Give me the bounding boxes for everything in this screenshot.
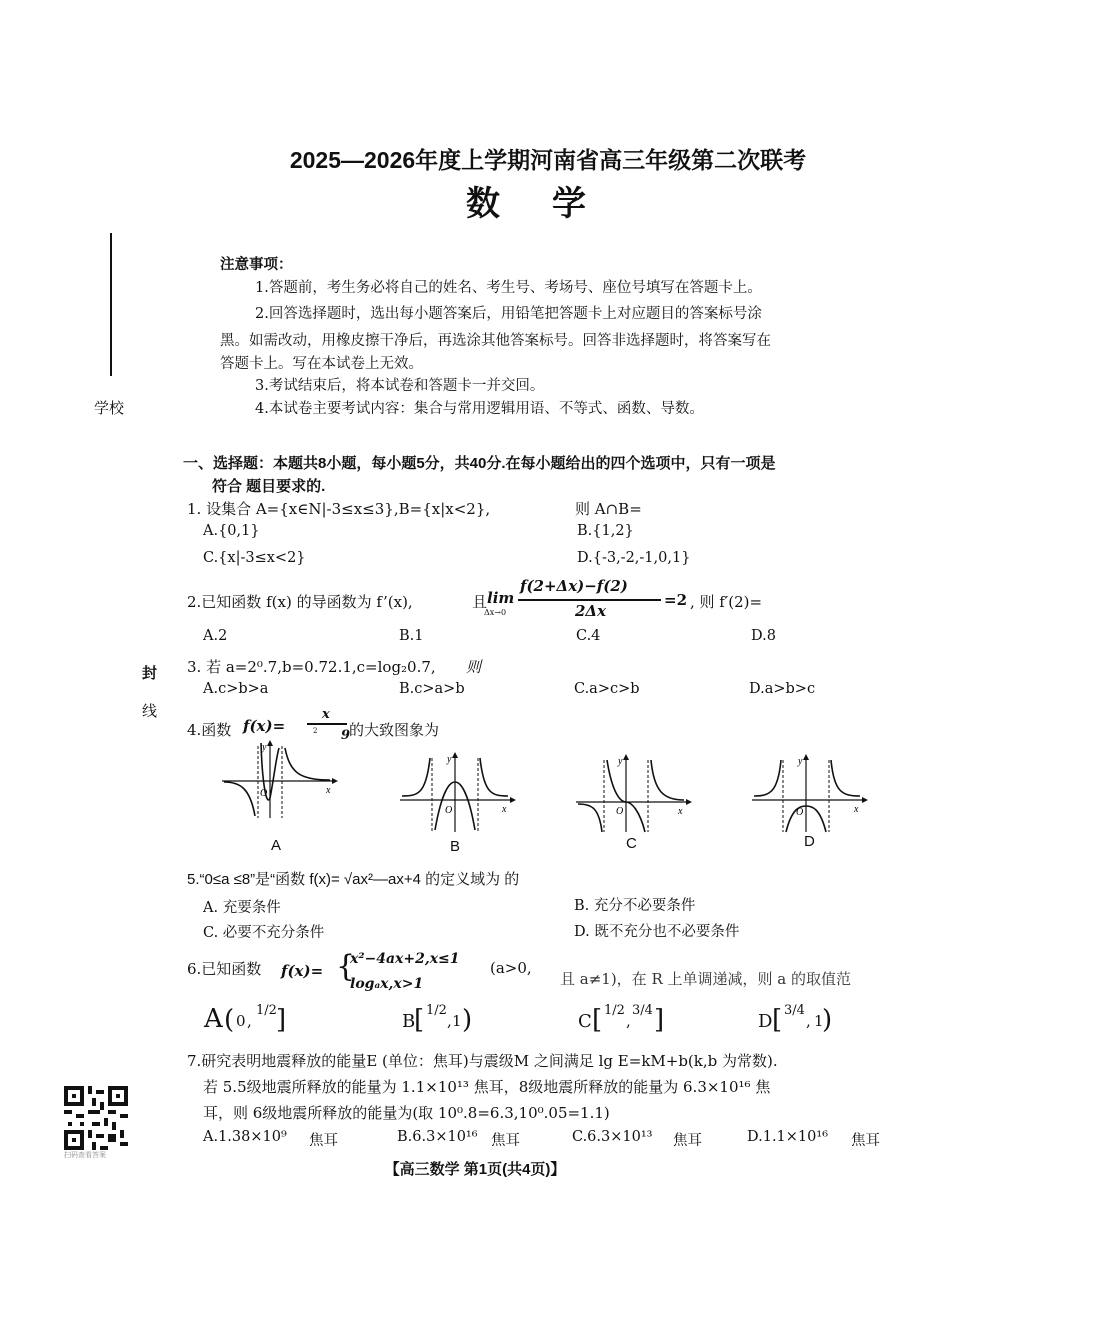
q4-graph-d-label: D (804, 833, 815, 850)
q2-option-b: B.1 (399, 628, 424, 644)
q3-stem-tail: 则 (466, 658, 482, 676)
q7-option-d: D.1.1×10¹⁶ (747, 1129, 829, 1145)
q7-option-d-unit: 焦耳 (851, 1133, 880, 1149)
q6-option-a-comma: , (247, 1012, 252, 1030)
notice-heading: 注意事项： (220, 256, 293, 273)
q6-option-b-close: ) (462, 1005, 473, 1035)
q4-func-denominator: 9 (341, 728, 351, 743)
svg-text:y: y (262, 742, 267, 753)
q4-graph-a-label: A (271, 837, 282, 854)
q6-option-c-letter: C (578, 1011, 592, 1032)
q5-option-b: B. 充分不必要条件 (574, 898, 696, 914)
svg-text:O: O (445, 805, 453, 816)
page-footer: 【高三数学 第1页(共4页)】 (384, 1161, 566, 1178)
q6-option-d-upper: 1 (814, 1012, 824, 1030)
q6-stem-tail: 且 a≠1)，在 R 上单调递减，则 a 的取值范 (560, 970, 851, 988)
q6-stem-prefix: 6.已知函数 (187, 960, 262, 978)
q6-option-d-close: ) (822, 1005, 833, 1035)
q4-func-exponent: 2 (313, 727, 318, 735)
binding-line (110, 233, 112, 376)
q4-stem-prefix: 4.函数 (187, 721, 232, 739)
svg-text:y: y (798, 756, 803, 767)
q6-option-b-comma: , (447, 1012, 452, 1030)
q3-option-a: A.c>b>a (203, 681, 269, 697)
q2-lim: lim (487, 589, 515, 607)
side-school-label: 学校 (94, 399, 125, 417)
q2-option-a: A.2 (203, 628, 228, 644)
q4-graph-a (220, 738, 340, 823)
q4-graph-b-label: B (450, 838, 461, 855)
q6-option-d-lower: 3/4 (784, 1003, 805, 1018)
q1-stem-tail: 则 A∩B= (575, 500, 642, 518)
notice-item-1: 1.答题前，考生务必将自己的姓名、考生号、考场号、座位号填写在答题卡上。 (255, 280, 762, 296)
q6-option-d-open: [ (772, 1005, 783, 1035)
q7-line-3: 耳，则 6级地震所释放的能量为(取 10⁰.8=6.3,10⁰.05=1.1) (203, 1104, 610, 1122)
q6-case-2: logₐx,x>1 (350, 976, 424, 992)
q3-option-d: D.a>b>c (749, 681, 816, 697)
q1-stem: 1. 设集合 A={x∈N|-3≤x≤3},B={x|x<2}, (187, 500, 491, 518)
q5-stem: 5.“0≤a ≤8”是“函数 f(x)= √ax²—ax+4 的定义域为 的 (187, 871, 520, 888)
q6-func-lhs: f(x)= (281, 962, 324, 980)
notice-item-3: 3.考试结束后，将本试卷和答题卡一并交回。 (255, 378, 545, 394)
qr-code-icon[interactable] (64, 1086, 128, 1150)
svg-text:y: y (447, 754, 452, 765)
q2-stem: 2.已知函数 f(x) 的导函数为 f’(x), (187, 593, 413, 611)
q5-option-c: C. 必要不充分条件 (203, 925, 325, 941)
q2-stem-tail: , 则 f′(2)= (690, 593, 763, 611)
q6-brace: { (336, 949, 356, 984)
notice-item-4: 4.本试卷主要考试内容：集合与常用逻辑用语、不等式、函数、导数。 (255, 401, 704, 417)
q4-func-lhs: f(x)= (243, 717, 286, 735)
q6-option-a-open: ( (224, 1005, 235, 1035)
q4-stem-suffix: 的大致图象为 (349, 721, 440, 739)
q4-graph-c (574, 752, 694, 837)
q7-option-c: C.6.3×10¹³ (572, 1129, 653, 1145)
notice-item-2-line-3: 答题卡上。写在本试卷上无效。 (220, 356, 423, 372)
q2-lim-prefix: 且 (472, 593, 488, 611)
q4-graph-c-label: C (626, 835, 637, 852)
q6-option-d-comma: , (806, 1012, 811, 1030)
svg-text:O: O (796, 807, 804, 818)
q6-option-c-close: ] (654, 1005, 665, 1035)
svg-text:x: x (854, 804, 859, 815)
q2-equals: =2 (664, 591, 688, 609)
q4-graph-b (398, 750, 518, 835)
q6-option-c-upper: 3/4 (632, 1003, 653, 1018)
notice-item-2-line-2: 黑。如需改动，用橡皮擦干净后，再选涂其他答案标号。回答非选择题时，将答案写在 (220, 333, 771, 349)
q4-graph-d (750, 752, 870, 837)
q1-option-c: C.{x|-3≤x<2} (203, 550, 306, 566)
side-line-label: 线 (142, 702, 158, 720)
notice-item-2-line-1: 2.回答选择题时，选出每小题答案后，用铅笔把答题卡上对应题目的答案标号涂 (255, 306, 762, 322)
q6-option-b-open: [ (414, 1005, 425, 1035)
q2-option-d: D.8 (751, 628, 776, 644)
q6-option-c-comma: , (626, 1012, 631, 1030)
q2-denominator: 2Δx (575, 602, 607, 620)
q6-option-b-upper: 1 (452, 1012, 462, 1030)
svg-text:O: O (260, 788, 268, 799)
q7-line-2: 若 5.5级地震所释放的能量为 1.1×10¹³ 焦耳，8级地震所释放的能量为 6.3×10¹⁶ 焦 (203, 1078, 771, 1096)
q4-func-numerator: x (322, 707, 330, 722)
subject-title: 数学 (466, 186, 638, 223)
q5-option-a: A. 充要条件 (203, 900, 281, 916)
q3-option-c: C.a>c>b (574, 681, 640, 697)
q6-option-c-open: [ (592, 1005, 603, 1035)
q5-option-d: D. 既不充分也不必要条件 (574, 924, 740, 940)
q4-fraction-bar (307, 723, 347, 725)
q2-lim-subscript: Δx→0 (484, 608, 507, 617)
q6-option-a-letter: A (204, 1004, 223, 1034)
q6-condition: (a>0, (490, 959, 532, 977)
q6-option-a-upper: 1/2 (256, 1003, 277, 1018)
q7-option-a: A.1.38×10⁹ (203, 1129, 287, 1145)
q6-option-a-lower: 0 (236, 1012, 246, 1030)
svg-text:x: x (326, 785, 331, 796)
svg-text:y: y (618, 756, 623, 767)
q7-option-a-unit: 焦耳 (309, 1133, 338, 1149)
q2-numerator: f(2+Δx)−f(2) (520, 577, 628, 595)
q6-option-d-letter: D (758, 1011, 773, 1032)
q6-option-b-letter: B (402, 1011, 416, 1032)
q2-option-c: C.4 (576, 628, 601, 644)
section-heading-line-2: 符合 题目要求的. (212, 478, 326, 495)
q3-stem: 3. 若 a=2⁰.7,b=0.72.1,c=log₂0.7, (187, 658, 436, 676)
side-seal-label: 封 (142, 664, 158, 682)
svg-text:x: x (502, 804, 507, 815)
q7-option-c-unit: 焦耳 (673, 1133, 702, 1149)
q6-case-1: x²−4ax+2,x≤1 (350, 951, 460, 967)
q1-option-a: A.{0,1} (203, 523, 260, 539)
q1-option-b: B.{1,2} (577, 523, 634, 539)
q2-fraction-bar (518, 599, 661, 601)
qr-caption: 扫码查看答案 (64, 1151, 106, 1159)
q1-option-d: D.{-3,-2,-1,0,1} (577, 550, 691, 566)
exam-title: 2025—2026年度上学期河南省高三年级第二次联考 (289, 147, 807, 173)
q6-option-c-lower: 1/2 (604, 1003, 625, 1018)
svg-text:O: O (616, 806, 624, 817)
q7-option-b-unit: 焦耳 (491, 1133, 520, 1149)
q6-option-a-close: ] (276, 1005, 287, 1035)
q7-option-b: B.6.3×10¹⁶ (397, 1129, 478, 1145)
q7-line-1: 7.研究表明地震释放的能量E (单位：焦耳)与震级M 之间满足 lg E=kM+b(k,b 为常数). (187, 1052, 778, 1070)
q3-option-b: B.c>a>b (399, 681, 465, 697)
svg-text:x: x (678, 806, 683, 817)
q6-option-b-lower: 1/2 (426, 1003, 447, 1018)
section-heading-line-1: 一、选择题：本题共8小题，每小题5分，共40分.在每小题给出的四个选项中，只有一项是 (183, 455, 776, 472)
